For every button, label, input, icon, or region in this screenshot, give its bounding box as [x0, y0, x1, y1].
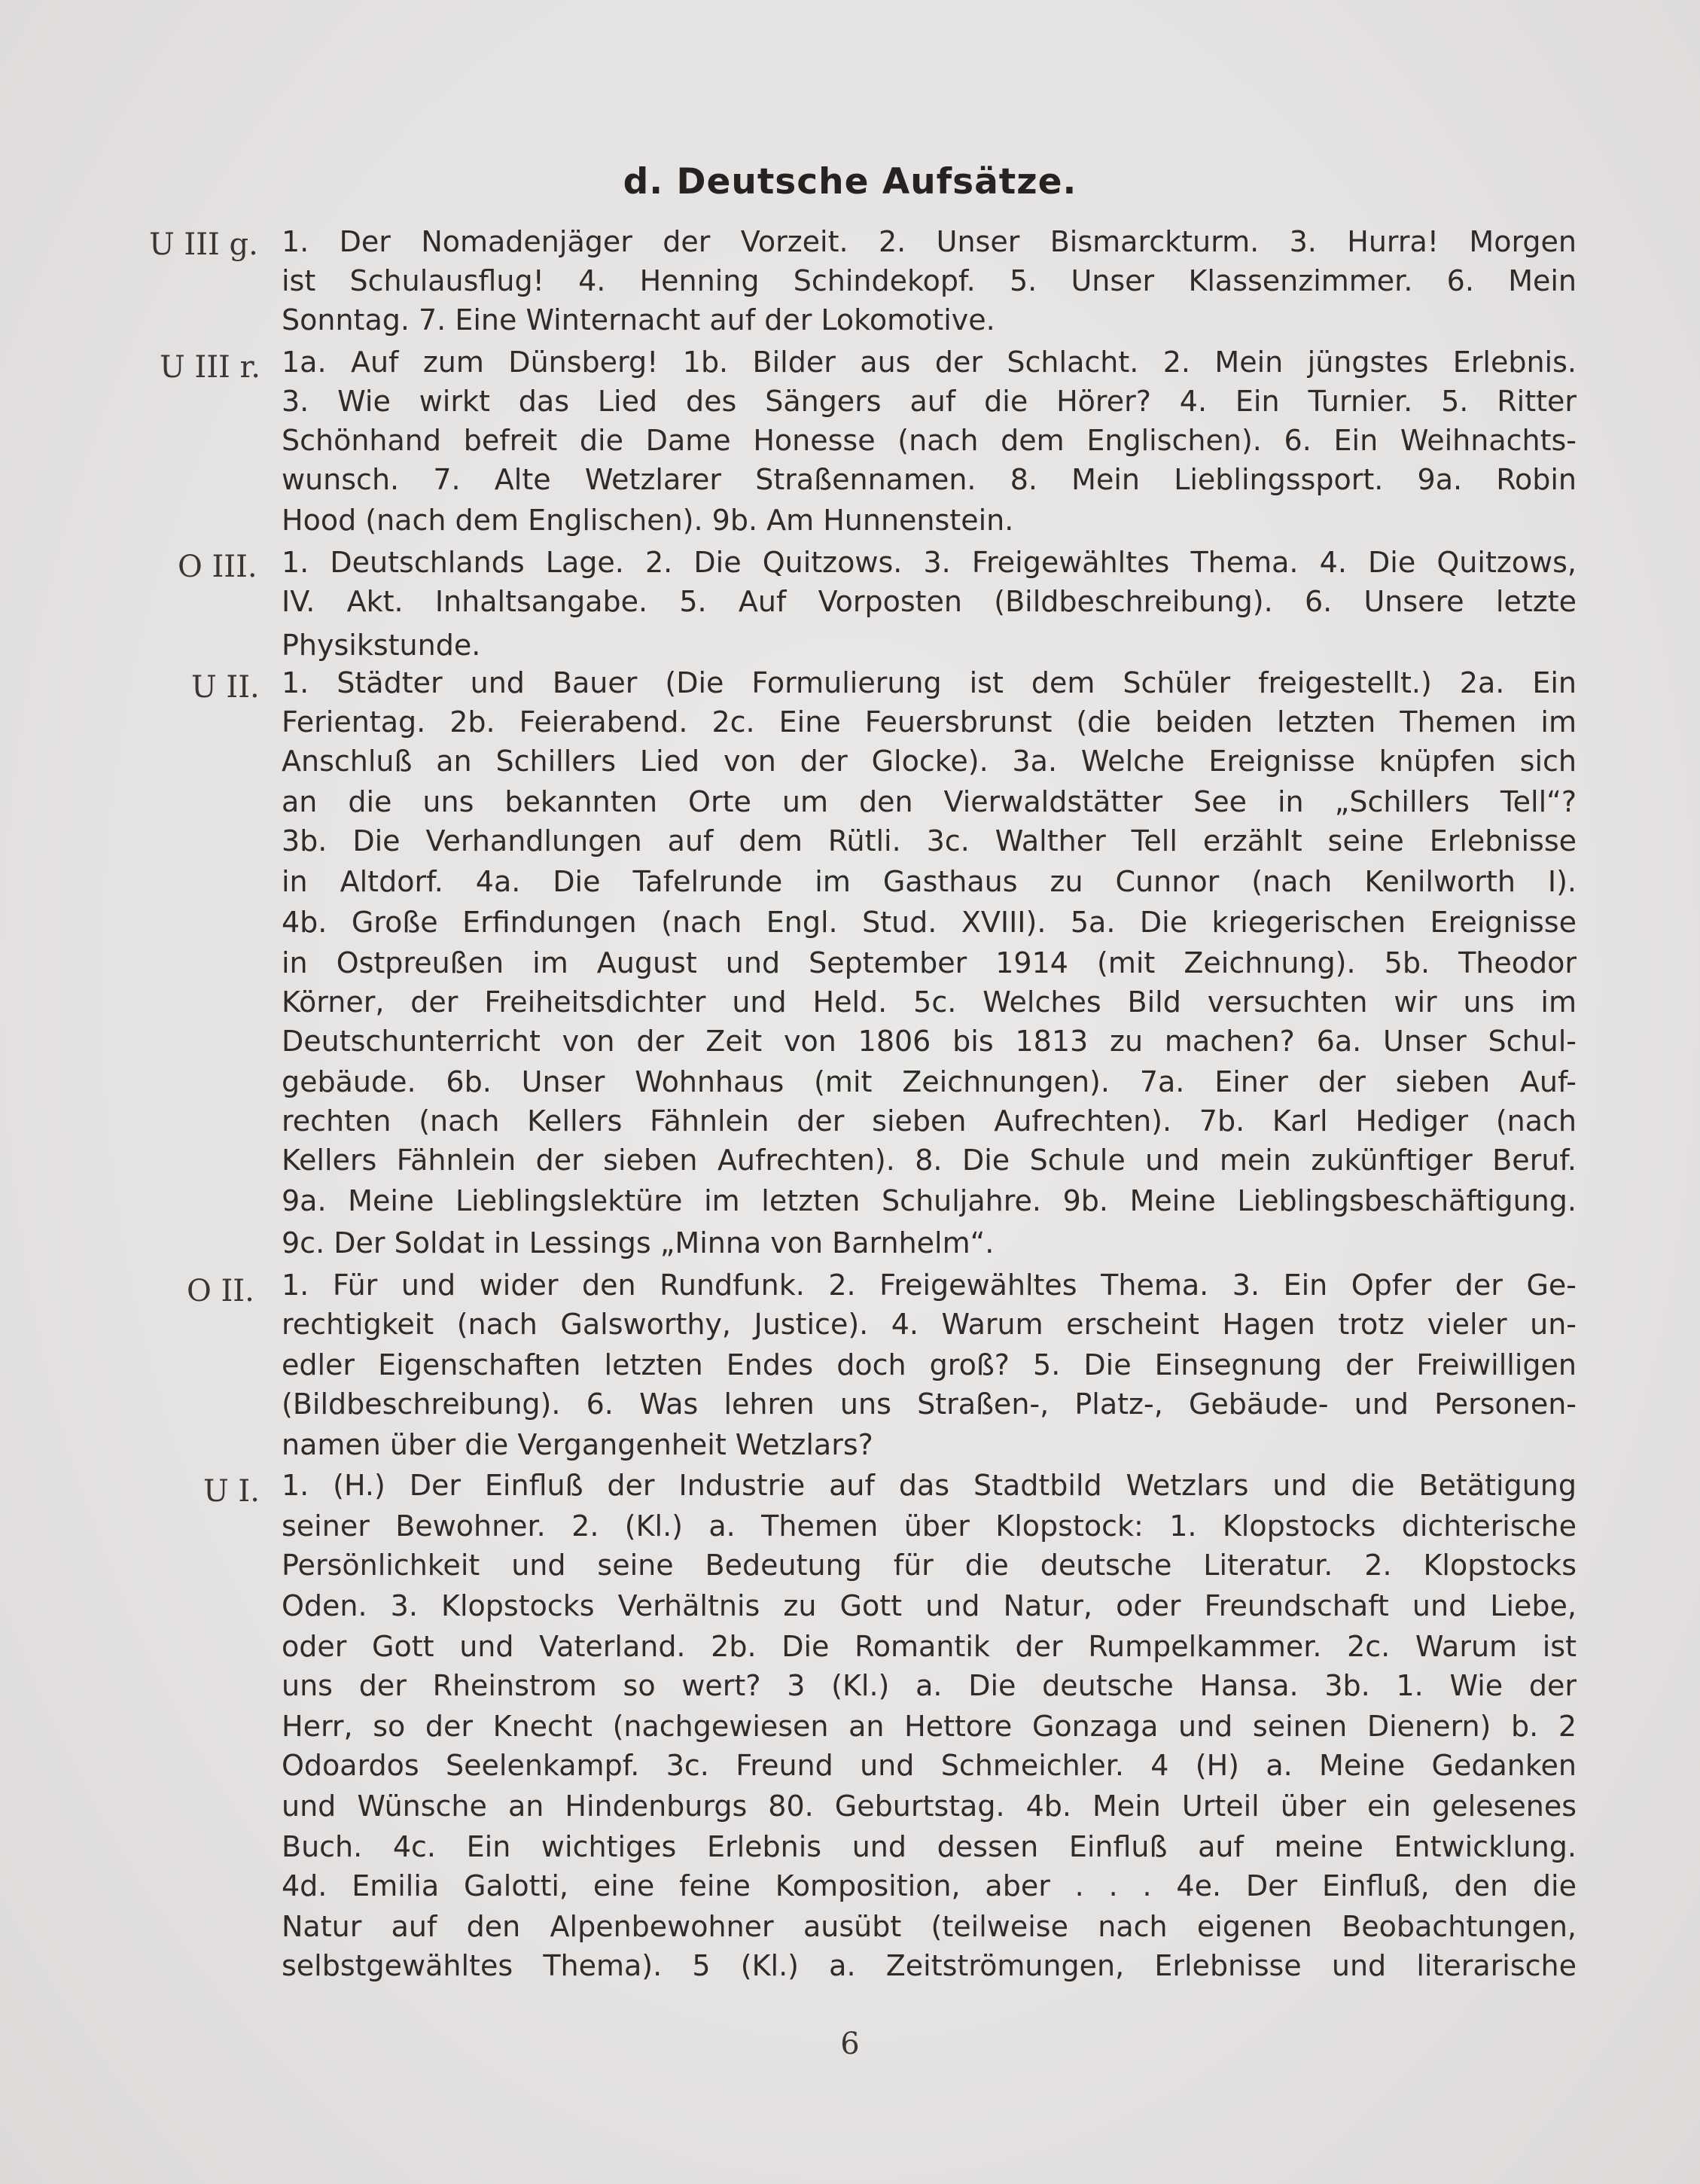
text-line: selbstgewähltes Thema). 5 (Kl.) a. Zeitströmungen, Erlebnisse und literarische [282, 1949, 1577, 1982]
text-line: wunsch. 7. Alte Wetzlarer Straßennamen. 8. Mein Lieblingssport. 9a. Robin [282, 463, 1577, 496]
text-line: 4d. Emilia Galotti, eine feine Komposition, aber . . . 4e. Der Einfluß, den die [282, 1869, 1577, 1902]
text-line: Natur auf den Alpenbewohner ausübt (teilweise nach eigenen Beobachtungen, [282, 1910, 1577, 1943]
text-line: 3. Wie wirkt das Lied des Sängers auf die Hörer? 4. Ein Turnier. 5. Ritter [282, 385, 1577, 418]
text-line: 3b. Die Verhandlungen auf dem Rütli. 3c. Walther Tell erzählt seine Erlebnisse [282, 824, 1577, 857]
text-line: an die uns bekannten Orte um den Vierwaldstätter See in „Schillers Tell“? [282, 785, 1577, 818]
class-label-uiiir: U III r. [160, 350, 260, 385]
text-line: 1. Deutschlands Lage. 2. Die Quitzows. 3. Freigewähltes Thema. 4. Die Quitzows, [282, 546, 1577, 579]
text-line: in Altdorf. 4a. Die Tafelrunde im Gasthaus zu Cunnor (nach Kenilworth I). [282, 865, 1577, 898]
text-line: Buch. 4c. Ein wichtiges Erlebnis und dessen Einfluß auf meine Entwicklung. [282, 1830, 1577, 1863]
text-line: 1a. Auf zum Dünsberg! 1b. Bilder aus der Schlacht. 2. Mein jüngstes Erlebnis. [282, 346, 1577, 379]
text-line: 4b. Große Erfindungen (nach Engl. Stud. XVIII). 5a. Die kriegerischen Ereignisse [282, 906, 1577, 939]
text-line: Odoardos Seelenkampf. 3c. Freund und Schmeichler. 4 (H) a. Meine Gedanken [282, 1749, 1577, 1782]
text-line: Sonntag. 7. Eine Winternacht auf der Lokomotive. [282, 303, 995, 337]
text-line: rechten (nach Kellers Fähnlein der sieben Aufrechten). 7b. Karl Hediger (nach [282, 1104, 1577, 1138]
text-line: Persönlichkeit und seine Bedeutung für die deutsche Literatur. 2. Klopstocks [282, 1549, 1577, 1582]
text-line: in Ostpreußen im August und September 1914 (mit Zeichnung). 5b. Theodor [282, 946, 1577, 979]
text-line: ist Schulausflug! 4. Henning Schindekopf. 5. Unser Klassenzimmer. 6. Mein [282, 264, 1577, 297]
text-line: Kellers Fähnlein der sieben Aufrechten). 8. Die Schule und mein zukünftiger Beruf. [282, 1144, 1577, 1177]
page-number: 6 [840, 2027, 860, 2061]
text-line: seiner Bewohner. 2. (Kl.) a. Themen über Klopstock: 1. Klopstocks dichterische [282, 1509, 1577, 1543]
class-label-uiiig: U III g. [149, 227, 258, 262]
text-line: Ferientag. 2b. Feierabend. 2c. Eine Feuersbrunst (die beiden letzten Themen im [282, 705, 1577, 739]
text-line: 9a. Meine Lieblingslektüre im letzten Schuljahre. 9b. Meine Lieblingsbeschäftigung. [282, 1184, 1577, 1217]
text-line: Oden. 3. Klopstocks Verhältnis zu Gott und Natur, oder Freundschaft und Liebe, [282, 1589, 1577, 1622]
text-line: edler Eigenschaften letzten Endes doch groß? 5. Die Einsegnung der Freiwilligen [282, 1348, 1577, 1381]
class-label-uii: U II. [191, 670, 260, 705]
text-line: uns der Rheinstrom so wert? 3 (Kl.) a. Die deutsche Hansa. 3b. 1. Wie der [282, 1669, 1577, 1702]
text-line: 1. (H.) Der Einfluß der Industrie auf das Stadtbild Wetzlars und die Betätigung [282, 1469, 1577, 1502]
text-line: Körner, der Freiheitsdichter und Held. 5c. Welches Bild versuchten wir uns im [282, 985, 1577, 1019]
class-label-oii: O II. [187, 1274, 254, 1308]
text-line: 9c. Der Soldat in Lessings „Minna von Barnhelm“. [282, 1226, 995, 1260]
text-line: gebäude. 6b. Unser Wohnhaus (mit Zeichnungen). 7a. Einer der sieben Auf- [282, 1065, 1577, 1098]
text-line: Hood (nach dem Englischen). 9b. Am Hunnenstein. [282, 504, 1014, 537]
text-line: Herr, so der Knecht (nachgewiesen an Hettore Gonzaga und seinen Dienern) b. 2 [282, 1710, 1577, 1743]
text-line: rechtigkeit (nach Galsworthy, Justice). 4. Warum erscheint Hagen trotz vieler un- [282, 1308, 1577, 1341]
text-line: Physikstunde. [282, 629, 481, 662]
text-line: 1. Der Nomadenjäger der Vorzeit. 2. Unser Bismarckturm. 3. Hurra! Morgen [282, 225, 1577, 258]
text-line: Anschluß an Schillers Lied von der Glocke). 3a. Welche Ereignisse knüpfen sich [282, 745, 1577, 778]
class-label-oiii: O III. [178, 550, 257, 584]
text-line: namen über die Vergangenheit Wetzlars? [282, 1428, 873, 1461]
section-heading: d. Deutsche Aufsätze. [623, 161, 1077, 203]
text-line: 1. Für und wider den Rundfunk. 2. Freigewähltes Thema. 3. Ein Opfer der Ge- [282, 1269, 1577, 1302]
text-line: (Bildbeschreibung). 6. Was lehren uns Straßen-, Platz-, Gebäude- und Personen- [282, 1387, 1577, 1421]
class-label-ui: U I. [203, 1474, 260, 1509]
text-line: Schönhand befreit die Dame Honesse (nach dem Englischen). 6. Ein Weihnachts- [282, 424, 1577, 457]
text-line: und Wünsche an Hindenburgs 80. Geburtstag. 4b. Mein Urteil über ein gelesenes [282, 1790, 1577, 1823]
text-line: oder Gott und Vaterland. 2b. Die Romantik der Rumpelkammer. 2c. Warum ist [282, 1630, 1577, 1663]
text-line: 1. Städter und Bauer (Die Formulierung ist dem Schüler freigestellt.) 2a. Ein [282, 666, 1577, 699]
text-line: Deutschunterricht von der Zeit von 1806 bis 1813 zu machen? 6a. Unser Schul- [282, 1025, 1577, 1058]
text-line: IV. Akt. Inhaltsangabe. 5. Auf Vorposten (Bildbeschreibung). 6. Unsere letzte [282, 585, 1577, 618]
